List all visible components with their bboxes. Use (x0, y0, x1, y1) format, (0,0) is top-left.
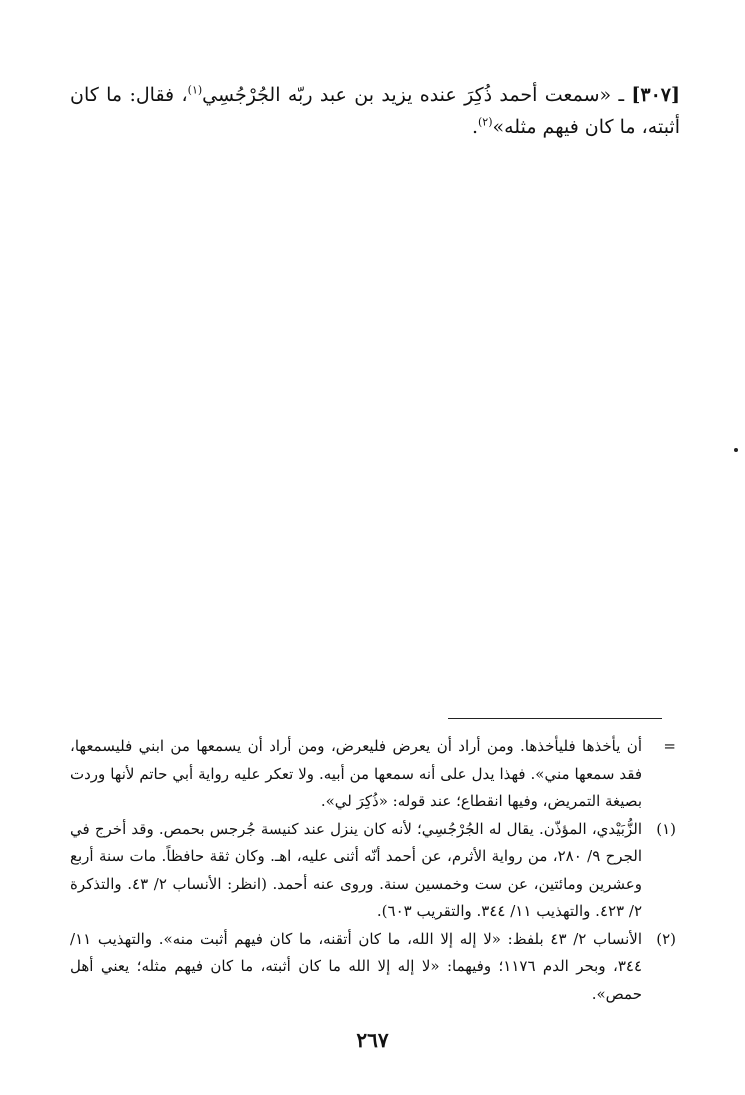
footnote-continued-text: أن يأخذها فليأخذها. ومن أراد أن يعرض فليعرض، ومن أراد أن يسمعها من ابني فليسمعها، فقد سمعها مني». فهذا يدل على أنه سمعها من أبيه. ولا تعكر عليه رواية أبي حاتم لأنها وردت بصيغة التمريض، وفيها انقطاع؛ عند قوله: «ذُكِرَ لي». (70, 737, 642, 810)
page-number: ٢٦٧ (356, 1028, 389, 1052)
stray-dot-mark (734, 448, 738, 452)
footnote-separator-rule (448, 718, 662, 719)
footnote-1-marker: (١) (656, 819, 676, 838)
footnote-2 (70, 926, 676, 1009)
footnote-reference-1[interactable]: (١) (187, 83, 203, 97)
footnote-1 (70, 816, 676, 926)
entry-number: [٣٠٧] (631, 84, 681, 106)
footnote-2-marker: (٢) (656, 929, 676, 948)
narration-text-end: ، فقال: ما كان أثبته، ما كان فيهم مثله» (70, 84, 680, 138)
footnote-reference-2[interactable]: (٢) (477, 115, 493, 129)
footnotes-section (70, 733, 676, 1008)
narration-text-start: ـ «سمعت أحمد ذُكِرَ عنده يزيد بن عبد ربّه الجُرْجُسِي (202, 84, 632, 106)
footnote-continued (70, 733, 676, 816)
footnote-continuation-marker: = (663, 737, 676, 755)
narration-full-stop: . (471, 116, 478, 138)
footnote-2-text: الأنساب ٢/ ٤٣ بلفظ: «لا إله إلا الله، ما كان أتقنه، ما كان فيهم أثبت منه». والتهذيب ١١/ ٣٤٤، وبحر الدم ١١٧٦؛ وفيهما: «لا إله إلا الله ما كان أثبته، ما كان فيهم مثله؛ يعني أهل حمص». (70, 929, 643, 1003)
narration-paragraph (70, 79, 680, 143)
footnote-1-text: الزُّبَيْدي، المؤذّن. يقال له الجُرْجُسِي؛ لأنه كان ينزل عند كنيسة جُرجس بحمص. وقد أخرج في الجرح ٩/ ٢٨٠، من رواية الأثرم، عن أحمد أنّه أثنى عليه، اهـ. وكان ثقة حافظاً. مات سنة أربع وعشرين ومائتين، عن ست وخمسين سنة. وروى عنه أحمد. (انظر: الأنساب ٢/ ٤٣. والتذكرة ٢/ ٤٢٣. والتهذيب ١١/ ٣٤٤. والتقريب ٦٠٣). (70, 819, 643, 920)
